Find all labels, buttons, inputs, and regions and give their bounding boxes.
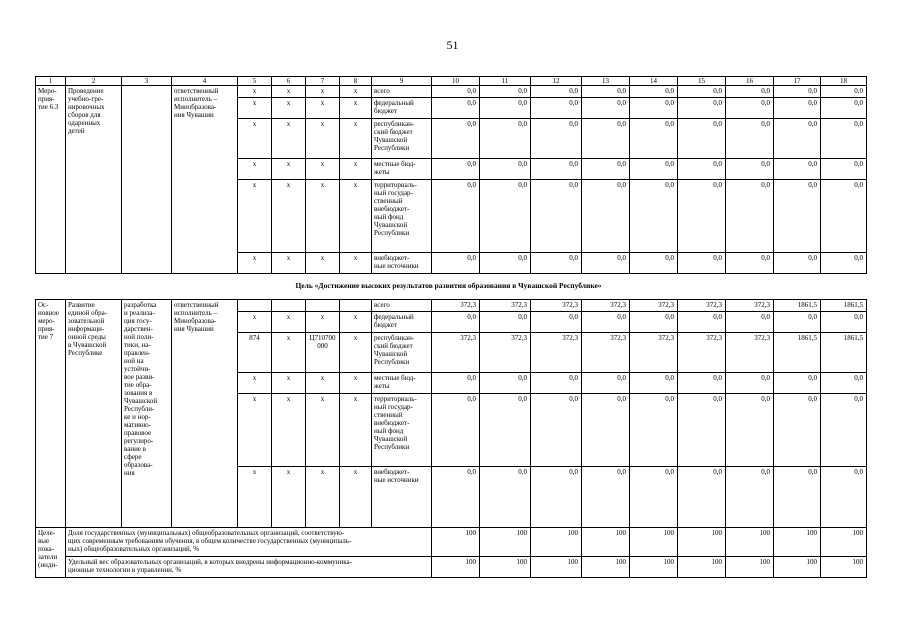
value-cell: 0,0	[821, 98, 867, 119]
funding-source-cell: всего	[372, 300, 432, 312]
value-cell: 0,0	[582, 253, 630, 274]
value-cell: 0,0	[432, 159, 480, 180]
value-cell: 0,0	[432, 467, 480, 528]
value-cell: 0,0	[678, 373, 726, 394]
value-cell: 0,0	[630, 159, 678, 180]
page-number: 51	[446, 38, 459, 52]
value-cell: 0,0	[582, 159, 630, 180]
funding-source-cell: местные бюд- жеты	[372, 159, 432, 180]
value-cell: 0,0	[726, 98, 774, 119]
column-number: 7	[306, 77, 340, 86]
expense-type-cell: х	[340, 253, 372, 274]
column-number: 4	[172, 77, 238, 86]
value-cell: 0,0	[432, 86, 480, 98]
column-number: 11	[480, 77, 531, 86]
column-number: 1	[36, 77, 66, 86]
value-cell: 0,0	[774, 119, 821, 159]
value-cell: 0,0	[821, 180, 867, 253]
section-code-cell: х	[272, 98, 306, 119]
target-article-cell: х	[306, 467, 340, 528]
value-cell: 0,0	[678, 180, 726, 253]
measure-description-cell: разработка и реализа- ция госу- дарствен- ной поли- тики, на- правлен- ной на устойчи- вое разви- тие обра- зования в Чувашской Республи- ке и нор- мативно- правовое регулиро- вание в сфере образова- ния	[122, 300, 172, 528]
indicator-value-cell: 100	[432, 557, 480, 578]
value-cell: 0,0	[678, 159, 726, 180]
value-cell: 372,3	[630, 300, 678, 312]
value-cell: 0,0	[531, 159, 582, 180]
value-cell: 0,0	[531, 86, 582, 98]
section-code-cell: х	[272, 253, 306, 274]
column-number: 6	[272, 77, 306, 86]
value-cell: 0,0	[582, 394, 630, 467]
value-cell: 0,0	[630, 119, 678, 159]
section-code-cell: х	[272, 159, 306, 180]
value-cell: 1861,5	[821, 333, 867, 373]
funding-source-cell: внебюджет- ные источники	[372, 467, 432, 528]
value-cell: 0,0	[774, 467, 821, 528]
target-article-cell: х	[306, 312, 340, 333]
value-cell: 0,0	[480, 119, 531, 159]
indicators-label-cell: Целе- вые пока- затели (инди-	[36, 528, 66, 578]
section-code-cell: х	[272, 394, 306, 467]
value-cell: 0,0	[531, 312, 582, 333]
responsible-executor-cell: ответственный исполнитель – Минобразова- ния Чувашии	[172, 300, 238, 528]
measure-number-cell: Ос- новное меро- прия- тие 7	[36, 300, 66, 528]
value-cell: 0,0	[774, 373, 821, 394]
expense-type-cell: х	[340, 467, 372, 528]
table-measure-6-3	[35, 76, 867, 274]
funding-source-cell: всего	[372, 86, 432, 98]
column-number: 3	[122, 77, 172, 86]
value-cell: 372,3	[432, 300, 480, 312]
funding-source-cell: территориаль- ный государ- ственный внебюджет- ный фонд Чувашской Республики	[372, 180, 432, 253]
target-article-cell: х	[306, 394, 340, 467]
section-code-cell: х	[272, 86, 306, 98]
column-number: 13	[582, 77, 630, 86]
indicator-value-cell: 100	[821, 528, 867, 557]
column-number: 5	[238, 77, 272, 86]
value-cell: 0,0	[726, 253, 774, 274]
column-number: 14	[630, 77, 678, 86]
value-cell: 372,3	[531, 300, 582, 312]
value-cell: 0,0	[432, 119, 480, 159]
value-cell: 0,0	[678, 467, 726, 528]
indicator-value-cell: 100	[774, 528, 821, 557]
indicator-value-cell: 100	[774, 557, 821, 578]
value-cell: 0,0	[432, 394, 480, 467]
grbs-code-cell: х	[238, 98, 272, 119]
column-number: 12	[531, 77, 582, 86]
value-cell: 372,3	[432, 333, 480, 373]
section-code-cell: х	[272, 119, 306, 159]
target-article-cell: х	[306, 253, 340, 274]
value-cell: 0,0	[531, 394, 582, 467]
value-cell: 0,0	[678, 86, 726, 98]
value-cell: 0,0	[774, 159, 821, 180]
column-number: 10	[432, 77, 480, 86]
value-cell: 0,0	[821, 312, 867, 333]
value-cell: 0,0	[774, 394, 821, 467]
value-cell: 372,3	[678, 333, 726, 373]
value-cell: 0,0	[726, 373, 774, 394]
measure-name-cell: Развитие единой обра- зовательной информаци- онной среды в Чувашской Республике	[66, 300, 122, 528]
value-cell: 0,0	[821, 394, 867, 467]
value-cell: 0,0	[630, 467, 678, 528]
grbs-code-cell: х	[238, 180, 272, 253]
column-number: 16	[726, 77, 774, 86]
value-cell: 0,0	[726, 312, 774, 333]
expense-type-cell: х	[340, 98, 372, 119]
expense-type-cell: х	[340, 180, 372, 253]
target-article-cell: Ц710700 000	[306, 333, 340, 373]
indicator-value-cell: 100	[630, 557, 678, 578]
section-code-cell: х	[272, 180, 306, 253]
indicator-value-cell: 100	[432, 528, 480, 557]
section-code-cell: х	[272, 333, 306, 373]
responsible-executor-cell: ответственный исполнитель – Минобразова- ния Чувашии	[172, 86, 238, 274]
target-article-cell: х	[306, 98, 340, 119]
grbs-code-cell	[238, 300, 272, 312]
indicator-value-cell: 100	[531, 557, 582, 578]
value-cell: 0,0	[480, 373, 531, 394]
value-cell: 0,0	[582, 180, 630, 253]
grbs-code-cell: х	[238, 86, 272, 98]
value-cell: 0,0	[630, 98, 678, 119]
indicator-value-cell: 100	[531, 528, 582, 557]
value-cell: 0,0	[582, 86, 630, 98]
indicator-value-cell: 100	[582, 528, 630, 557]
value-cell: 0,0	[630, 253, 678, 274]
target-article-cell: х	[306, 180, 340, 253]
grbs-code-cell: х	[238, 312, 272, 333]
value-cell: 0,0	[480, 159, 531, 180]
indicator-value-cell: 100	[480, 528, 531, 557]
expense-type-cell: х	[340, 119, 372, 159]
value-cell: 372,3	[582, 300, 630, 312]
expense-type-cell: х	[340, 373, 372, 394]
funding-source-cell: федеральный бюджет	[372, 312, 432, 333]
value-cell: 0,0	[582, 373, 630, 394]
indicator-text-cell: Удельный вес образовательных организаций, в которых внедрены информационно-коммуника- ционные технологии в управлении, %	[66, 557, 432, 578]
value-cell: 0,0	[630, 86, 678, 98]
value-cell: 372,3	[678, 300, 726, 312]
target-article-cell	[306, 300, 340, 312]
value-cell: 0,0	[726, 467, 774, 528]
value-cell: 1861,5	[774, 300, 821, 312]
indicator-value-cell: 100	[630, 528, 678, 557]
value-cell: 0,0	[531, 180, 582, 253]
indicator-row	[36, 528, 867, 557]
value-cell: 0,0	[480, 253, 531, 274]
expense-type-cell	[340, 300, 372, 312]
value-cell: 0,0	[726, 394, 774, 467]
value-cell: 372,3	[726, 300, 774, 312]
expense-type-cell: х	[340, 333, 372, 373]
value-cell: 0,0	[774, 86, 821, 98]
value-cell: 372,3	[726, 333, 774, 373]
table-main-measure-7	[35, 299, 867, 578]
target-article-cell: х	[306, 86, 340, 98]
value-cell: 0,0	[774, 180, 821, 253]
header-row	[36, 77, 867, 86]
funding-source-cell: территориаль- ный государ- ственный внебюджет- ный фонд Чувашской Республики	[372, 394, 432, 467]
value-cell: 0,0	[678, 119, 726, 159]
funding-source-cell: федеральный бюджет	[372, 98, 432, 119]
indicator-value-cell: 100	[726, 557, 774, 578]
value-cell: 0,0	[678, 253, 726, 274]
value-cell: 0,0	[480, 98, 531, 119]
expense-type-cell: х	[340, 159, 372, 180]
indicator-value-cell: 100	[582, 557, 630, 578]
value-cell: 0,0	[531, 253, 582, 274]
indicator-value-cell: 100	[678, 557, 726, 578]
target-article-cell: х	[306, 119, 340, 159]
value-cell: 372,3	[630, 333, 678, 373]
value-cell: 0,0	[480, 180, 531, 253]
indicator-text-cell: Доля государственных (муниципальных) общеобразовательных организаций, соответствую- щих современным требованиям обучения, в общем количестве государственных (муниципаль- ных) общеобразовательных организаций, %	[66, 528, 432, 557]
value-cell: 0,0	[480, 86, 531, 98]
value-cell: 0,0	[582, 467, 630, 528]
value-cell: 372,3	[531, 333, 582, 373]
grbs-code-cell: х	[238, 467, 272, 528]
value-cell: 0,0	[432, 312, 480, 333]
value-cell: 0,0	[531, 98, 582, 119]
value-cell: 0,0	[630, 373, 678, 394]
value-cell: 372,3	[480, 300, 531, 312]
indicator-row	[36, 557, 867, 578]
value-cell: 0,0	[582, 98, 630, 119]
value-cell: 0,0	[531, 467, 582, 528]
value-cell: 1861,5	[821, 300, 867, 312]
grbs-code-cell: х	[238, 253, 272, 274]
value-cell: 0,0	[582, 312, 630, 333]
value-cell: 0,0	[774, 98, 821, 119]
grbs-code-cell: х	[238, 159, 272, 180]
funding-source-cell: внебюджет- ные источники	[372, 253, 432, 274]
grbs-code-cell: 874	[238, 333, 272, 373]
column-number: 17	[774, 77, 821, 86]
column-number: 15	[678, 77, 726, 86]
value-cell: 0,0	[480, 312, 531, 333]
value-cell: 0,0	[678, 394, 726, 467]
value-cell: 0,0	[531, 373, 582, 394]
column-number: 9	[372, 77, 432, 86]
section-code-cell: х	[272, 373, 306, 394]
value-cell: 0,0	[480, 394, 531, 467]
value-cell: 0,0	[432, 98, 480, 119]
value-cell: 0,0	[480, 467, 531, 528]
value-cell: 0,0	[630, 394, 678, 467]
section-code-cell: х	[272, 312, 306, 333]
table-row	[36, 300, 867, 312]
grbs-code-cell: х	[238, 119, 272, 159]
value-cell: 0,0	[821, 467, 867, 528]
value-cell: 372,3	[582, 333, 630, 373]
value-cell: 1861,5	[774, 333, 821, 373]
indicator-value-cell: 100	[821, 557, 867, 578]
target-article-cell: х	[306, 373, 340, 394]
value-cell: 0,0	[630, 180, 678, 253]
value-cell: 0,0	[582, 119, 630, 159]
column-number: 18	[821, 77, 867, 86]
indicator-value-cell: 100	[726, 528, 774, 557]
value-cell: 0,0	[774, 312, 821, 333]
value-cell: 0,0	[726, 159, 774, 180]
target-article-cell: х	[306, 159, 340, 180]
section-code-cell: х	[272, 467, 306, 528]
indicator-value-cell: 100	[678, 528, 726, 557]
measure-number-cell: Меро- прия- тие 6.3	[36, 86, 66, 274]
column-number: 8	[340, 77, 372, 86]
value-cell: 0,0	[630, 312, 678, 333]
value-cell: 0,0	[678, 312, 726, 333]
expense-type-cell: х	[340, 86, 372, 98]
value-cell: 0,0	[821, 253, 867, 274]
value-cell: 0,0	[531, 119, 582, 159]
expense-type-cell: х	[340, 312, 372, 333]
table-row	[36, 86, 867, 98]
value-cell: 0,0	[678, 98, 726, 119]
value-cell: 0,0	[432, 253, 480, 274]
grbs-code-cell: х	[238, 394, 272, 467]
section-code-cell	[272, 300, 306, 312]
value-cell: 0,0	[726, 86, 774, 98]
value-cell: 0,0	[726, 119, 774, 159]
value-cell: 372,3	[480, 333, 531, 373]
measure-name-cell: Проведение учебно-тре- нировочных сборов для одаренных детей	[66, 86, 122, 274]
measure-description-cell	[122, 86, 172, 274]
indicator-value-cell: 100	[480, 557, 531, 578]
value-cell: 0,0	[821, 373, 867, 394]
value-cell: 0,0	[821, 119, 867, 159]
funding-source-cell: местные бюд- жеты	[372, 373, 432, 394]
funding-source-cell: республикан- ский бюджет Чувашской Республики	[372, 119, 432, 159]
value-cell: 0,0	[774, 253, 821, 274]
goal-title: Цель «Достижение высоких результатов развития образования в Чувашской Республике»	[295, 281, 602, 290]
value-cell: 0,0	[726, 180, 774, 253]
expense-type-cell: х	[340, 394, 372, 467]
value-cell: 0,0	[432, 180, 480, 253]
value-cell: 0,0	[432, 373, 480, 394]
value-cell: 0,0	[821, 159, 867, 180]
funding-source-cell: республикан- ский бюджет Чувашской Республики	[372, 333, 432, 373]
value-cell: 0,0	[821, 86, 867, 98]
column-number: 2	[66, 77, 122, 86]
grbs-code-cell: х	[238, 373, 272, 394]
